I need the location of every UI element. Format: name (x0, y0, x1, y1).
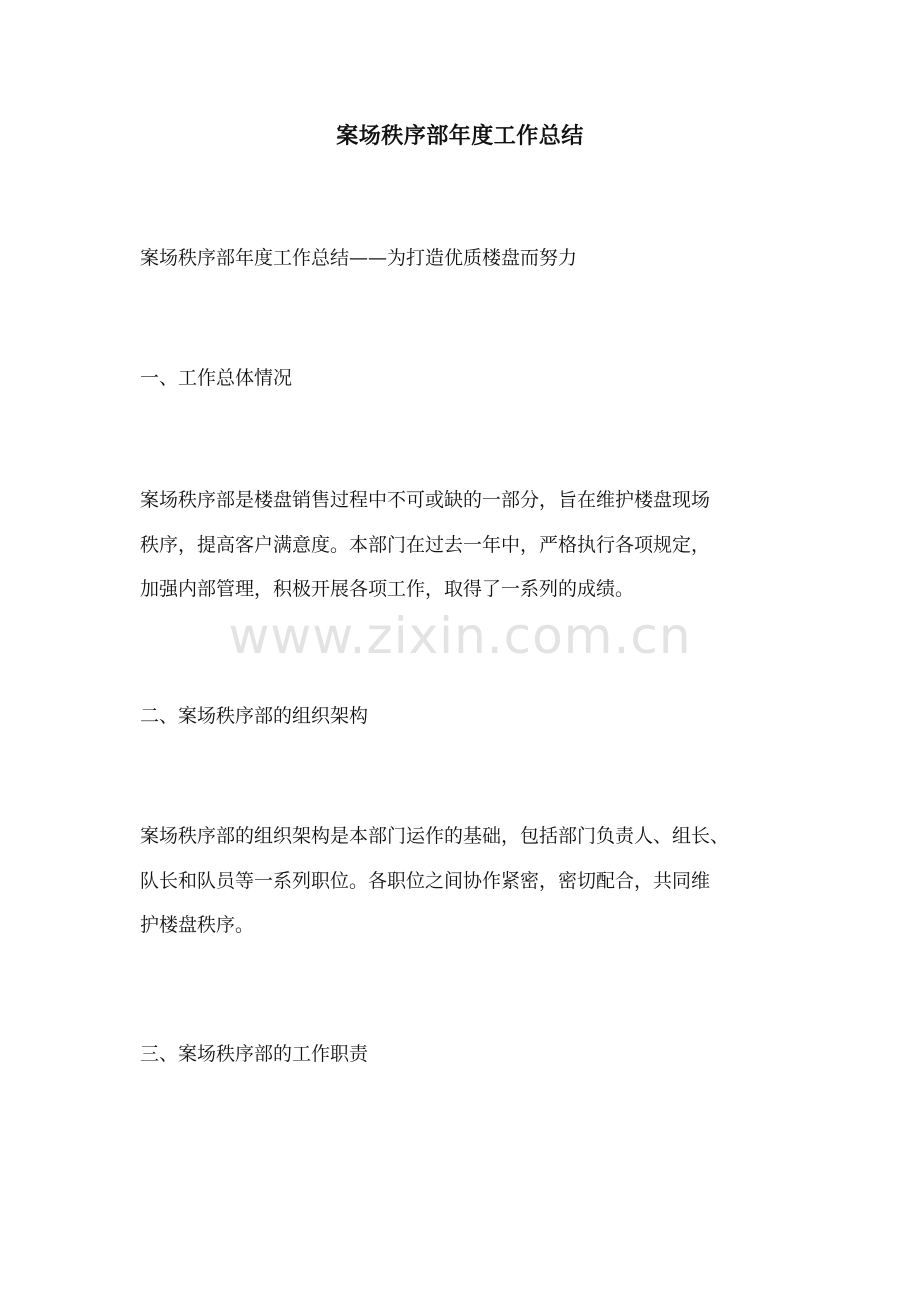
section-heading-2: 二、案场秩序部的组织架构 (140, 705, 369, 727)
paragraph-line: 案场秩序部是楼盘销售过程中不可或缺的一部分，旨在维护楼盘现场 (140, 489, 711, 511)
document-title: 案场秩序部年度工作总结 (336, 123, 584, 149)
paragraph-line: 秩序，提高客户满意度。本部门在过去一年中，严格执行各项规定， (140, 533, 711, 556)
paragraph-line: 案场秩序部的组织架构是本部门运作的基础，包括部门负责人、组长、 (140, 825, 730, 847)
section-heading-1: 一、工作总体情况 (140, 367, 293, 389)
paragraph-line: 队长和队员等一系列职位。各职位之间协作紧密，密切配合，共同维 (140, 869, 711, 892)
section-paragraph-2 (140, 814, 790, 948)
section-heading-3: 三、案场秩序部的工作职责 (140, 1043, 369, 1065)
section-paragraph-1 (140, 478, 790, 612)
document-subtitle: 案场秩序部年度工作总结——为打造优质楼盘而努力 (140, 247, 578, 269)
paragraph-line: 护楼盘秩序。 (140, 914, 255, 936)
paragraph-line: 加强内部管理，积极开展各项工作，取得了一系列的成绩。 (140, 578, 635, 600)
watermark: www.zixin.com.cn (228, 607, 692, 665)
